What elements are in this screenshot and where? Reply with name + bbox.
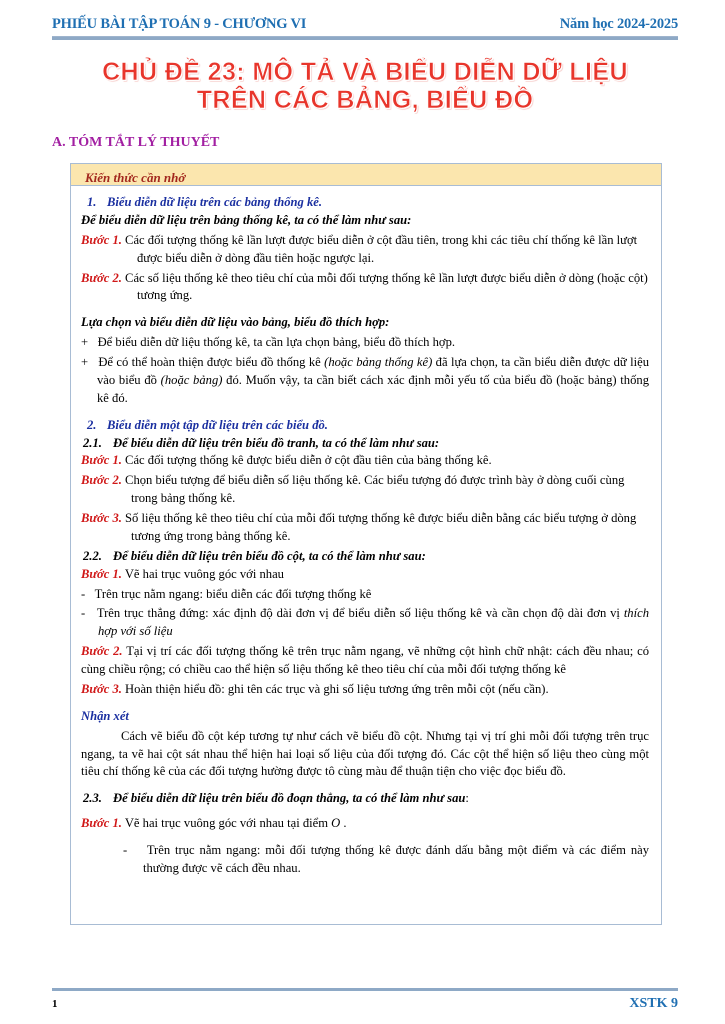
header-title-left: PHIẾU BÀI TẬP TOÁN 9 - CHƯƠNG VI (52, 16, 307, 32)
item-2-3-heading-text: Để biểu diễn dữ liệu trên biểu đồ đoạn thẳng, ta có thể làm như sau (113, 791, 466, 806)
theory-box-header (71, 164, 661, 186)
spacer (81, 701, 649, 708)
note-text: Cách vẽ biểu đồ cột kép tương tự như cách vẽ biểu đồ cột. Nhưng tại vị trí ghi mỗi đối tượng trên trục ngang, ta vẽ hai cột sát nhau thể hiện hai loại số liệu của đối tượng đó. Các cột thể hiện số liệu theo cùng một tiêu chí thống kê của các đối tượng hường được tô cùng màu để thuận tiện cho việc đọc biểu đồ. (81, 728, 649, 779)
item-2-1-step-2 (81, 472, 649, 508)
page-footer (52, 996, 678, 1012)
item-2-2-step-2 (81, 643, 649, 679)
item-1-bullet-2-italic-1: (hoặc bảng thống kê) (324, 355, 433, 369)
theory-item-1 (87, 194, 649, 212)
item-2-1-heading: Để biểu diễn dữ liệu trên biểu đồ tranh, ta có thể làm như sau: (113, 435, 440, 450)
theory-box (70, 163, 662, 925)
bullet-dash-mark: - (81, 606, 86, 621)
page-title-line-2: TRÊN CÁC BẢNG, BIỂU ĐỒ (196, 86, 534, 114)
item-1-bullet-2-b: đã lựa chọn, ta cần biểu diễn được dữ liệu vào biểu đồ (97, 355, 649, 387)
item-2-3-heading-colon: : (465, 791, 469, 806)
theory-item-2-2 (83, 548, 649, 566)
item-2-2-number: 2.2. (83, 548, 102, 563)
spacer (81, 783, 649, 790)
theory-item-2-1 (83, 435, 649, 453)
item-2-1-step-2-text: Chọn biểu tượng để biểu diễn số liệu thống kê. Các biểu tượng đó được trình bày ở dòng cuối cùng trong bảng thống kê. (125, 473, 625, 506)
item-1-step-1 (81, 232, 649, 268)
page-title-line-1: CHỦ ĐỀ 23: MÔ TẢ VÀ BIỂU DIỄN DỮ LIỆU (102, 58, 628, 86)
item-2-1-step-1-text: Các đối tượng thống kê được biểu diễn ở cột đầu tiên của bảng thống kê. (125, 453, 492, 468)
item-2-2-step-1 (81, 566, 649, 584)
item-2-3-heading (113, 790, 649, 808)
item-2-2-step-2-text: Tại vị trí các đối tượng thống kê trên trục nằm ngang, vẽ những cột hình chữ nhật: cách đều nhau; có cùng chiều rộng; có chiều cao thể hiện số liệu thống kê theo tiêu chí của mỗi đối tượng thống kê (81, 644, 649, 676)
theory-item-2 (87, 417, 649, 435)
bullet-plus-mark: + (81, 355, 89, 369)
footer-divider (52, 988, 678, 991)
item-1-bullet-2-c: đó. Muốn vậy, ta cần biết cách xác định mỗi yếu tố của biểu đồ (hoặc bảng) thống kê đó. (97, 372, 649, 405)
item-2-2-dash-1 (81, 586, 649, 604)
item-2-3-step-1-text-b: . (340, 816, 347, 831)
item-2-2-step-3-text: Hoàn thiện hiểu đồ: ghi tên các trục và ghi số liệu tương ứng trên mỗi cột (nếu cần). (125, 681, 549, 696)
page-title (52, 58, 678, 114)
item-1-heading: Biểu diễn dữ liệu trên các bảng thống kê. (107, 195, 323, 209)
item-2-1-step-1-label: Bước 1. (81, 453, 122, 468)
note-label: Nhận xét (81, 708, 129, 723)
item-1-subheading: Lựa chọn và biểu diễn dữ liệu vào bảng, biểu đồ thích hợp: (81, 315, 390, 330)
item-2-1-step-3 (81, 510, 649, 546)
item-2-heading: Biểu diễn một tập dữ liệu trên các biểu đồ. (107, 417, 328, 432)
spacer (81, 880, 649, 910)
item-2-3-dash-1 (123, 842, 649, 878)
item-2-3-step-1-math: O (331, 816, 341, 831)
bullet-dash-mark: - (81, 586, 86, 601)
item-2-2-step-3 (81, 681, 649, 699)
item-2-number: 2. (87, 417, 97, 432)
item-1-bullet-2-a: Để có thể hoàn thiện được biểu đồ thống kê (98, 355, 325, 369)
item-2-2-heading: Để biểu diễn dữ liệu trên biểu đồ cột, ta có thể làm như sau: (113, 548, 426, 563)
section-a-heading: A. TÓM TẮT LÝ THUYẾT (52, 135, 220, 150)
item-2-2-dash-1-text: Trên trục nằm ngang: biểu diễn các đối tượng thống kê (94, 586, 372, 601)
item-2-3-dash-1-text: Trên trục nằm ngang: mỗi đối tượng thống kê được đánh dấu bằng một điểm và các điểm này thường được vẽ cách đều nhau. (143, 843, 649, 875)
spacer (81, 835, 649, 842)
item-2-2-step-1-text: Vẽ hai trục vuông góc với nhau (124, 566, 284, 581)
item-2-3-number: 2.3. (83, 791, 102, 806)
theory-box-header-label: Kiến thức cần nhớ (85, 170, 186, 185)
item-1-step-2 (81, 270, 649, 306)
item-1-number: 1. (87, 195, 97, 209)
footer-label: XSTK 9 (629, 996, 678, 1011)
bullet-plus-mark: + (81, 335, 89, 350)
item-1-step-2-label: Bước 2. (81, 270, 122, 285)
item-1-bullet-2-italic-2: (hoặc bảng) (160, 372, 223, 387)
item-2-2-step-1-label: Bước 1. (81, 566, 122, 581)
item-2-3-step-1-text-a: Vẽ hai trục vuông góc với nhau tại điểm (124, 816, 332, 831)
item-2-1-number: 2.1. (83, 435, 102, 450)
item-2-2-step-2-label: Bước 2. (81, 644, 123, 659)
page-number: 1 (52, 998, 58, 1010)
header-title-right: Năm học 2024-2025 (559, 16, 678, 32)
spacer (81, 410, 649, 417)
header-divider (52, 36, 678, 40)
item-2-2-dash-2 (81, 605, 649, 641)
item-2-2-dash-2-a: Trên trục thẳng đứng: xác định độ dài đơn vị để biểu diễn số liệu thống kê và cần chọn độ dài đơn vị (96, 606, 624, 621)
item-2-1-step-2-label: Bước 2. (81, 473, 122, 488)
item-2-3-step-1-label: Bước 1. (81, 816, 122, 831)
item-2-2-dash-2-italic: thích hợp với số liệu (98, 606, 649, 639)
theory-item-2-3 (83, 790, 649, 808)
item-1-lead: Để biểu diễn dữ liệu trên bảng thống kê, ta có thể làm như sau: (81, 212, 412, 227)
bullet-dash-mark: - (123, 843, 128, 857)
item-2-2-step-3-label: Bước 3. (81, 681, 122, 696)
item-2-1-step-3-text: Số liệu thống kê theo tiêu chí của mỗi đối tượng thống kê được biểu diễn bằng các biểu tượng ở dòng tương ứng trong bảng thống kê. (125, 511, 637, 543)
item-1-bullet-1 (81, 334, 649, 352)
item-1-bullet-1-text: Để biểu diễn dữ liệu thống kê, ta cần lựa chọn bảng, biểu đồ thích hợp. (97, 335, 456, 350)
item-2-3-step-1 (81, 815, 649, 833)
item-1-step-2-text: Các số liệu thống kê theo tiêu chí của mỗi đối tượng thống kê lần lượt được biểu diễn ở dòng (hoặc cột) tương ứng. (125, 270, 648, 303)
item-2-1-step-3-label: Bước 3. (81, 511, 122, 525)
spacer (81, 808, 649, 815)
item-2-1-step-1 (81, 452, 649, 470)
item-1-step-1-label: Bước 1. (81, 232, 122, 247)
theory-box-body (71, 186, 661, 924)
spacer (81, 307, 649, 314)
item-1-bullet-2 (81, 354, 649, 408)
page-header (52, 16, 678, 33)
item-1-step-1-text: Các đối tượng thống kê lần lượt được biểu diễn ở cột đầu tiên, trong khi các tiêu chí thống kê lần lượt được biểu diễn ở dòng đầu tiên hoặc ngược lại. (125, 232, 638, 265)
